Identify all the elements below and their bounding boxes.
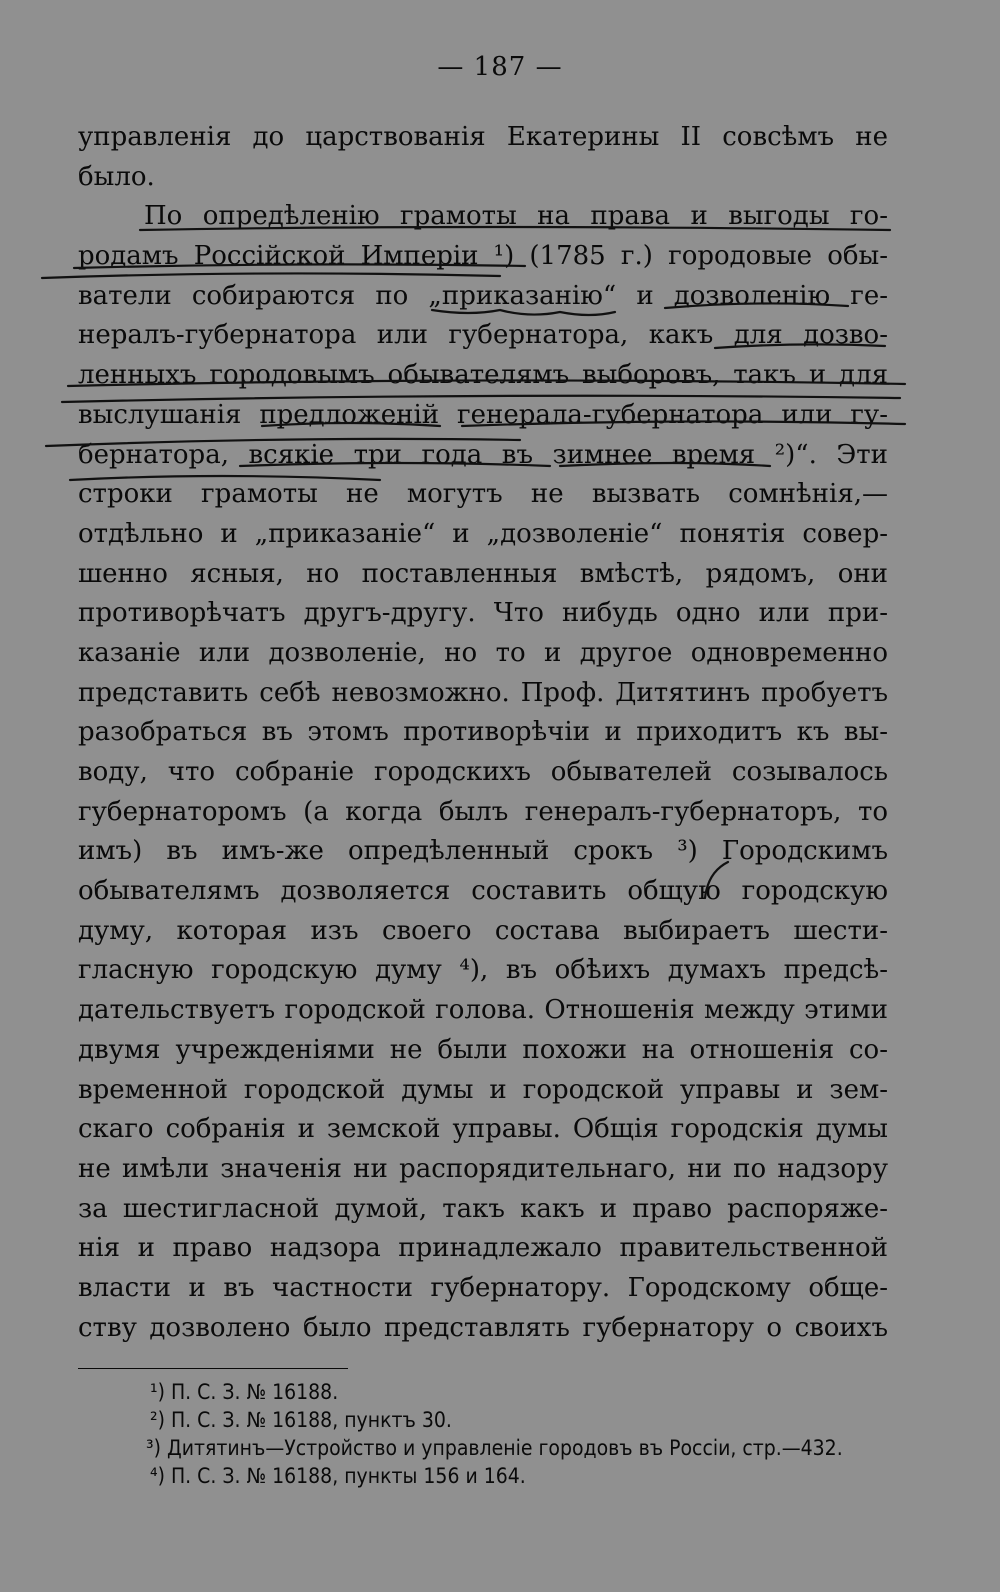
text-line: ству дозволено было представлять губернатору о своихъ (78, 1312, 888, 1343)
text-line: выслушанія предложеній генерала-губернатора или гу- (78, 399, 888, 430)
footnote: ⁴) П. С. З. № 16188, пункты 156 и 164. (150, 1464, 526, 1488)
footnote: ¹) П. С. З. № 16188. (150, 1380, 339, 1404)
text-line: представить себѣ невозможно. Проф. Дитятинъ пробуетъ (78, 677, 888, 708)
footnote: ³) Дитятинъ—Устройство и управленіе городовъ въ Россіи, стр.—432. (146, 1436, 843, 1460)
text-line: По опредѣленію грамоты на права и выгоды го- (144, 201, 888, 232)
text-line: за шестигласной думой, такъ какъ и право распоряже- (78, 1193, 888, 1224)
text-line: ленныхъ городовымъ обывателямъ выборовъ, такъ и для (78, 360, 888, 391)
text-line: скаго собранія и земской управы. Общія городскія думы (78, 1114, 888, 1145)
page-number: — 187 — (437, 52, 563, 82)
text-line: ватели собираются по „приказанію“ и дозволенію ге- (78, 280, 888, 311)
text-line: разобраться въ этомъ противорѣчіи и приходитъ къ вы- (78, 717, 888, 748)
text-line: гласную городскую думу ⁴), въ обѣихъ думахъ предсѣ- (78, 955, 888, 986)
text-line: нералъ-губернатора или губернатора, какъ для дозво- (78, 320, 888, 351)
body-text (78, 118, 888, 1348)
text-line: бернатора, всякіе три года въ зимнее время ²)“. Эти (78, 439, 888, 470)
text-line: противорѣчатъ другъ-другу. Что нибудь одно или при- (78, 598, 888, 629)
footnote: ²) П. С. З. № 16188, пунктъ 30. (150, 1408, 452, 1432)
text-line: родамъ Россійской Имперіи ¹) (1785 г.) городовые обы- (78, 241, 888, 272)
text-line: отдѣльно и „приказаніе“ и „дозволеніе“ понятія совер- (78, 518, 888, 549)
footnotes (146, 1378, 910, 1490)
text-line: думу, которая изъ своего состава выбираетъ шести- (78, 915, 888, 946)
text-line: двумя учрежденіями не были похожи на отношенія со- (78, 1034, 888, 1065)
text-line: не имѣли значенія ни распорядительнаго, ни по надзору (78, 1153, 888, 1184)
footnote-divider (78, 1368, 348, 1369)
text-line: управленія до царствованія Екатерины II совсѣмъ не (78, 122, 888, 152)
text-line: было. (78, 161, 155, 192)
text-line: власти и въ частности губернатору. Городскому обще- (78, 1272, 888, 1303)
text-line: временной городской думы и городской управы и зем- (78, 1074, 888, 1105)
text-line: казаніе или дозволеніе, но то и другое одновременно (78, 637, 888, 668)
text-line: губернаторомъ (а когда былъ генералъ-губернаторъ, то (78, 796, 888, 827)
text-line: обывателямъ дозволяется составить общую городскую (78, 876, 888, 907)
text-line: шенно ясныя, но поставленныя вмѣстѣ, рядомъ, они (78, 558, 888, 589)
text-line: имъ) въ имъ-же опредѣленный срокъ ³) Городскимъ (78, 836, 888, 867)
text-line: воду, что собраніе городскихъ обывателей созывалось (78, 757, 888, 787)
text-line: дательствуетъ городской голова. Отношенія между этими (78, 995, 888, 1026)
text-line: строки грамоты не могутъ не вызвать сомнѣнія,— (78, 479, 888, 510)
text-line: нія и право надзора принадлежало правительственной (78, 1233, 888, 1264)
